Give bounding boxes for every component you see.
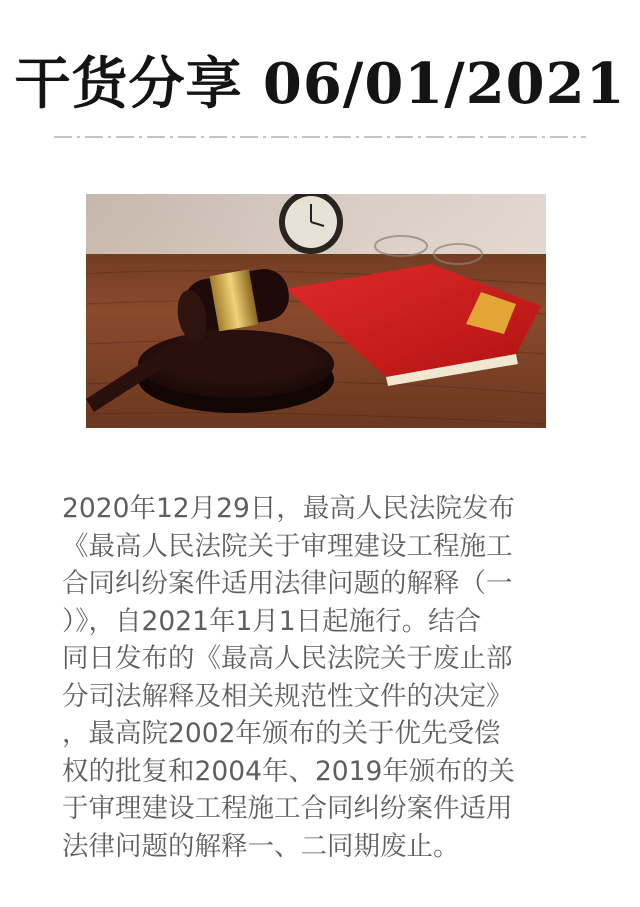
gavel-photo (86, 194, 546, 428)
article-line: 合同纠纷案件适用法律问题的解释（一 (62, 568, 513, 599)
dashed-divider (54, 134, 586, 140)
article-line: 法律问题的解释一、二同期废止。 (62, 830, 460, 862)
article-line: 同日发布的《最高人民法院关于废止部 (62, 643, 513, 674)
article-line: ）》，自2021年1月1日起施行。结合 (62, 605, 482, 637)
page-title: 干货分享 06/01/2021 (14, 51, 626, 117)
article-line: 权的批复和2004年、2019年颁布的关 (62, 755, 515, 787)
article-line: ，最高院2002年颁布的关于优先受偿 (62, 718, 501, 749)
article-line: 《最高人民法院关于审理建设工程施工 (62, 530, 513, 562)
article-line: 于审理建设工程施工合同纠纷案件适用 (62, 793, 513, 824)
article-line: 分司法解释及相关规范性文件的决定》 (62, 680, 513, 712)
article-line: 2020年12月29日，最高人民法院发布 (62, 493, 515, 524)
article-body (62, 490, 582, 865)
